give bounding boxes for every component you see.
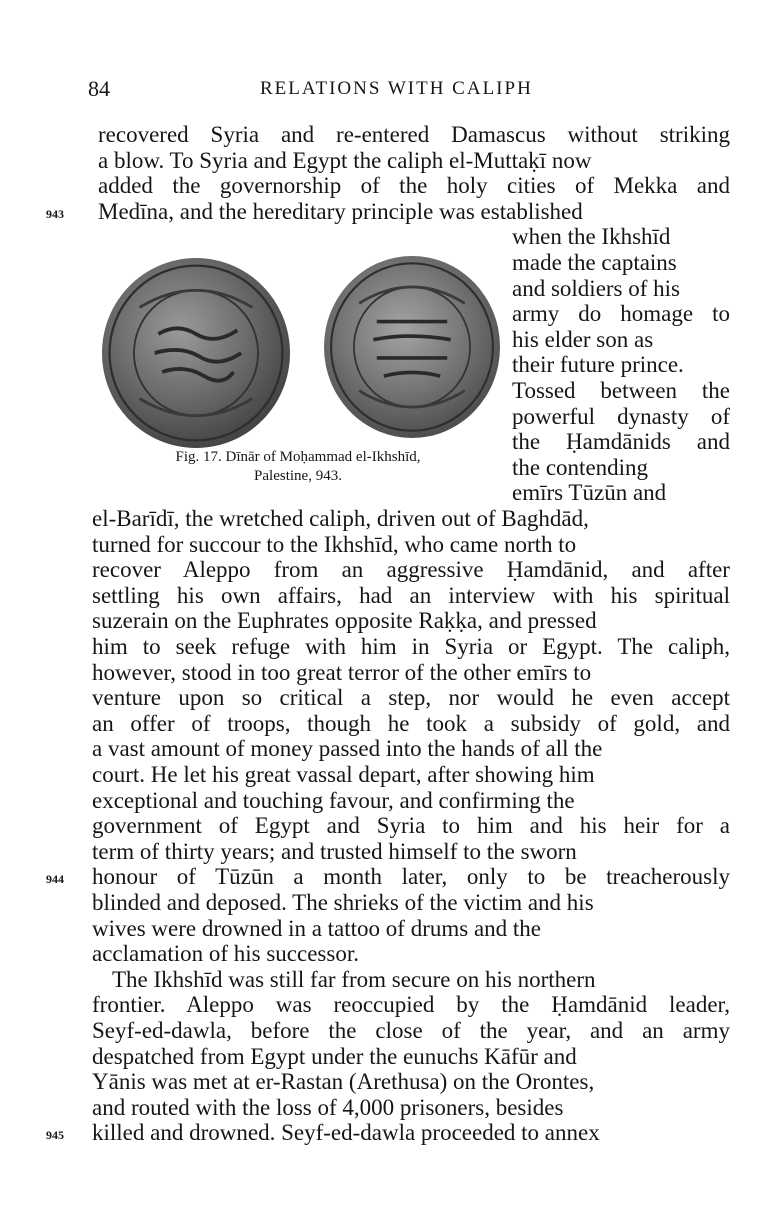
text-line: the Ḥamdānids and bbox=[512, 429, 730, 455]
text-line: despatched from Egypt under the eunuchs Kāfūr and bbox=[92, 1043, 577, 1069]
text-line: el-Barīdī, the wretched caliph, driven out of Baghdād, bbox=[92, 506, 589, 531]
text-line: blinded and deposed. The shrieks of the victim and his bbox=[92, 890, 594, 915]
text-line: settling his own affairs, had an interview with his spiritual bbox=[92, 582, 731, 608]
text-line: government of Egypt and Syria to him and his heir for a bbox=[92, 813, 731, 839]
text-line: recovered Syria and re-entered Damascus without striking bbox=[98, 122, 730, 147]
text-line: venture upon so critical a step, nor would he even accept bbox=[92, 685, 730, 711]
text-line: turned for succour to the Ikhshīd, who came north to bbox=[92, 531, 577, 557]
text-line: army do homage to bbox=[512, 301, 730, 327]
text-line: Yānis was met at er-Rastan (Arethusa) on the Orontes, bbox=[92, 1069, 595, 1095]
coin-reverse-image bbox=[324, 256, 500, 438]
text-line: Medīna, and the hereditary principle was established bbox=[98, 198, 583, 224]
running-title: RELATIONS WITH CALIPH bbox=[260, 78, 533, 99]
text-line: an offer of troops, though he took a subsidy of gold, and bbox=[92, 710, 730, 736]
text-line: his elder son as bbox=[512, 326, 654, 352]
text-line: emīrs Tūzūn and bbox=[512, 480, 667, 506]
page-header bbox=[88, 76, 728, 106]
figure-caption-line1: Fig. 17. Dīnār of Moḥammad el-Ikhshīd, bbox=[175, 449, 421, 465]
text-line: acclamation of his successor. bbox=[92, 941, 359, 967]
text-line: him to seek refuge with him in Syria or Egypt. The caliph, bbox=[92, 634, 730, 659]
text-line: The Ikhshīd was still far from secure on his northern bbox=[112, 966, 596, 992]
figure-caption-line2: Palestine, 943. bbox=[254, 468, 342, 484]
text-line: killed and drowned. Seyf-ed-dawla proceeded to annex bbox=[92, 1120, 600, 1146]
text-line: when the Ikhshīd bbox=[512, 224, 671, 250]
text-line: the contending bbox=[512, 454, 649, 480]
text-line: made the captains bbox=[512, 250, 677, 275]
coin-obverse-image bbox=[102, 258, 290, 448]
margin-year: 943 bbox=[46, 206, 64, 221]
text-line: Seyf-ed-dawla, before the close of the year, and an army bbox=[92, 1018, 730, 1043]
page-number: 84 bbox=[88, 76, 110, 101]
text-line: and routed with the loss of 4,000 prisoners, besides bbox=[92, 1094, 564, 1120]
text-line: their future prince. bbox=[512, 352, 684, 378]
text-line: frontier. Aleppo was reoccupied by the Ḥamdānid leader, bbox=[92, 992, 731, 1018]
margin-year: 945 bbox=[46, 1128, 64, 1143]
text-line: however, stood in too great terror of the other emīrs to bbox=[92, 659, 592, 685]
text-line: powerful dynasty of bbox=[512, 403, 730, 429]
figure-caption bbox=[98, 448, 498, 486]
text-line: term of thirty years; and trusted himself to the sworn bbox=[92, 838, 577, 864]
text-line: a blow. To Syria and Egypt the caliph el-Muttaḳī now bbox=[98, 147, 592, 173]
text-line: exceptional and touching favour, and confirming the bbox=[92, 787, 575, 813]
text-line: added the governorship of the holy cities of Mekka and bbox=[98, 173, 730, 199]
text-line: a vast amount of money passed into the hands of all the bbox=[92, 736, 603, 762]
text-line: recover Aleppo from an aggressive Ḥamdānid, and after bbox=[92, 557, 730, 583]
margin-year: 944 bbox=[46, 872, 64, 887]
text-line: honour of Tūzūn a month later, only to be treacherously bbox=[92, 864, 731, 890]
coin-figure bbox=[98, 252, 498, 497]
text-line: and soldiers of his bbox=[512, 275, 681, 301]
text-line: court. He let his great vassal depart, after showing him bbox=[92, 762, 595, 787]
text-line: wives were drowned in a tattoo of drums and the bbox=[92, 915, 542, 941]
text-line: Tossed between the bbox=[512, 378, 730, 403]
text-line: suzerain on the Euphrates opposite Raḳḳa, and pressed bbox=[92, 608, 597, 634]
